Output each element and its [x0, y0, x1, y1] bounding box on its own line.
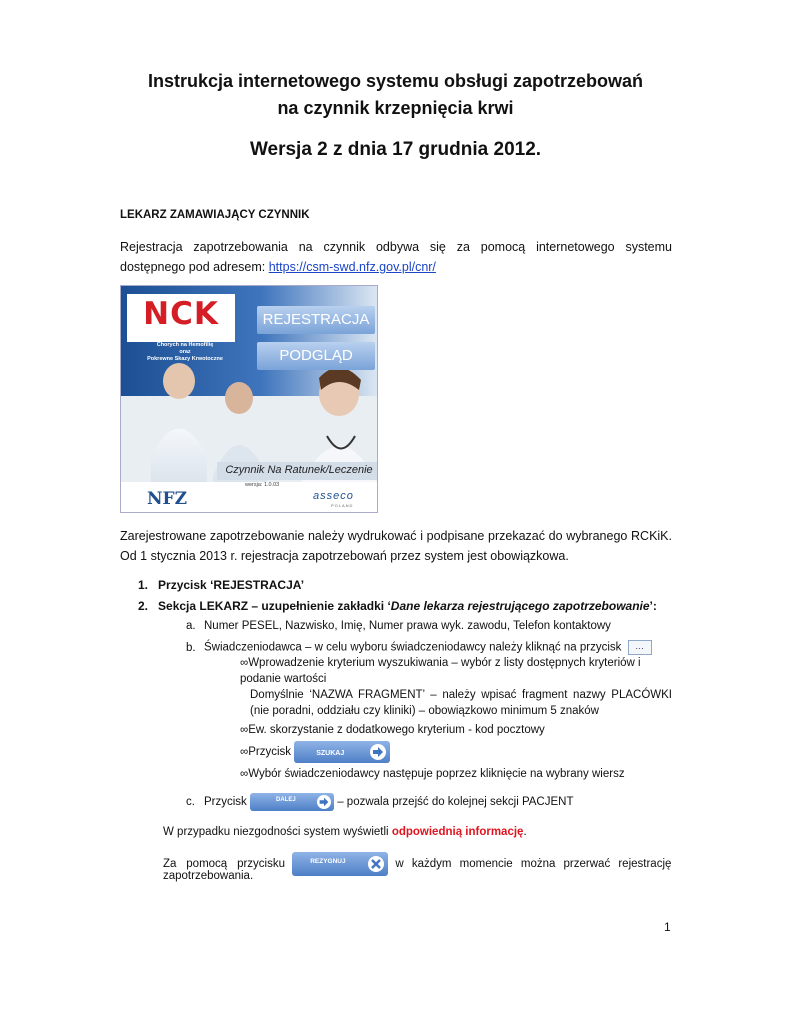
bullet-search-text: Przycisk	[248, 746, 292, 759]
search-button-label: SZUKAJ	[316, 750, 345, 757]
registration-note-paragraph: Zarejestrowane zapotrzebowanie należy wydrukować i podpisane przekazać do wybranego RCKiK. Od 1 stycznia 2013 r. rejestracja zapotrzebowań przez system jest obowiązkowa.	[120, 529, 672, 563]
bullet-search	[240, 741, 672, 763]
doc-title-line2: na czynnik krzepnięcia krwi	[277, 98, 514, 118]
section-heading: LEKARZ ZAMAWIAJĄCY CZYNNIK	[120, 209, 310, 221]
nck-logo: NCK	[143, 296, 219, 332]
next-button-label: DALEJ	[276, 797, 296, 803]
doc-title-line1: Instrukcja internetowego systemu obsługi zapotrzebowań	[147, 71, 644, 91]
bullet-select-text: Wybór świadczeniodawcy następuje poprzez kliknięcie na wybrany wiersz	[248, 768, 625, 780]
sub-a-text: Numer PESEL, Nazwisko, Imię, Numer prawa wyk. zawodu, Telefon kontaktowy	[204, 620, 611, 632]
sub-c-suffix: – pozwala przejść do kolejnej sekcji PACJENT	[337, 796, 574, 809]
error-note-suffix: .	[523, 826, 527, 838]
error-note	[163, 826, 527, 838]
sub-item-c	[186, 793, 574, 811]
next-button[interactable]	[250, 793, 334, 811]
register-button[interactable]: REJESTRACJA	[257, 306, 375, 334]
error-note-highlight: odpowiednią informację	[391, 826, 524, 838]
bullet-criteria	[240, 655, 672, 687]
system-url-link[interactable]: https://csm-swd.nfz.gov.pl/cnr/	[268, 260, 436, 274]
sub-item-a	[186, 620, 611, 632]
sub-c-prefix: Przycisk	[204, 796, 247, 809]
doc-version: Wersja 2 z dnia 17 grudnia 2012.	[249, 139, 542, 160]
bullet-marker: ∞	[240, 724, 249, 736]
cancel-line2: zapotrzebowania.	[163, 870, 254, 882]
sub-item-b	[186, 640, 652, 655]
intro-paragraph	[120, 237, 672, 277]
intro-text: Rejestracja zapotrzebowania na czynnik odbywa się za pomocą internetowego systemu dostępnego pod adresem:	[120, 240, 672, 274]
nck-subtitle-line: oraz	[179, 349, 191, 355]
bullet-marker: ∞	[240, 746, 249, 759]
error-note-prefix: W przypadku niezgodności system wyświetli	[163, 826, 392, 838]
bullet-postal	[240, 722, 672, 738]
asseco-logo: asseco	[313, 490, 354, 502]
arrow-right-icon	[370, 744, 386, 760]
nck-subtitle	[145, 335, 225, 363]
preview-button[interactable]: PODGLĄD	[257, 342, 375, 370]
arrow-right-icon	[317, 795, 331, 809]
step-2-number: 2.	[138, 599, 149, 613]
bullet-criteria-text: Wprowadzenie kryterium wyszukiwania – wybór z listy dostępnych kryteriów i podanie wartości	[240, 657, 641, 685]
step-2-italic: Dane lekarza rejestrującego zapotrzebowanie	[390, 599, 650, 613]
step-2-prefix: Sekcja LEKARZ – uzupełnienie zakładki ‘	[158, 599, 391, 613]
system-start-screenshot	[120, 285, 378, 513]
close-icon	[368, 856, 384, 872]
cancel-suffix: w każdym momencie można przerwać rejestrację	[395, 858, 672, 871]
step-2	[138, 599, 657, 613]
cancel-button-label: REZYGNUJ	[310, 858, 346, 865]
step-1	[138, 578, 304, 592]
ellipsis-button[interactable]: …	[628, 640, 652, 655]
sub-b-label: b.	[186, 641, 196, 654]
step-2-suffix: ’:	[649, 599, 657, 613]
nfz-logo: NFZ	[147, 489, 188, 509]
sub-c-label: c.	[186, 796, 195, 809]
cancel-prefix: Za pomocą przycisku	[163, 858, 285, 871]
bullet-select	[240, 766, 672, 782]
bullet-marker: ∞	[240, 768, 249, 780]
step-1-number: 1.	[138, 578, 149, 592]
nck-subtitle-line: Chorych na Hemofilię	[156, 342, 214, 348]
bullet-default-note: Domyślnie ‘NAZWA FRAGMENT’ – należy wpisać fragment nazwy PLACÓWKI (nie poradni, oddziału czy kliniki) – obowiązkowo minimum 5 znaków	[250, 689, 672, 717]
nck-subtitle-line: Pokrewne Skazy Krwotoczne	[147, 356, 223, 362]
bullet-postal-text: Ew. skorzystanie z dodatkowego kryterium - kod pocztowy	[248, 724, 545, 736]
search-button[interactable]	[294, 741, 390, 763]
asseco-sub: POLAND	[331, 503, 354, 508]
nck-subtitle-line: Narodowy Program Leczenia	[147, 335, 223, 341]
page-number: 1	[664, 920, 671, 934]
step-1-text: Przycisk ‘REJESTRACJA’	[158, 578, 305, 592]
bullet-marker: ∞	[240, 657, 249, 669]
cancel-button[interactable]	[292, 852, 388, 876]
slogan-text: Czynnik Na Ratunek/Leczenie	[225, 464, 373, 476]
sub-b-text: Świadczeniodawca – w celu wyboru świadczeniodawcy należy kliknąć na przycisk	[204, 641, 622, 654]
sub-a-label: a.	[186, 620, 196, 632]
version-label: wersja: 1.0.03	[245, 482, 280, 488]
